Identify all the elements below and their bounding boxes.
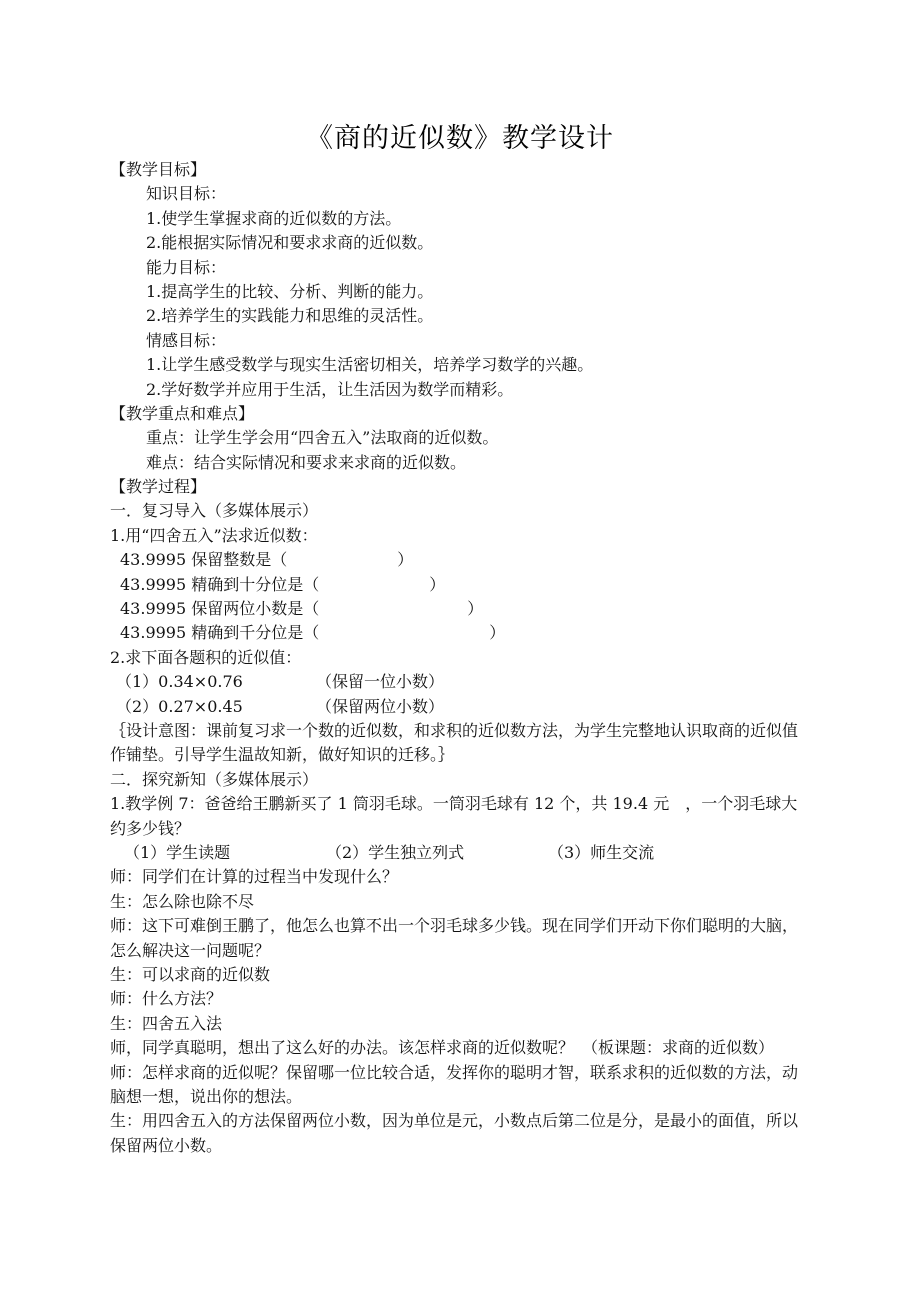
process-header: 【教学过程】 [110, 477, 207, 497]
section-review: 一．复习导入（多媒体展示） [110, 501, 319, 521]
item-expression: （2）0.27×0.45 [116, 696, 243, 716]
item-expression: （1）0.34×0.76 [116, 672, 243, 692]
document-title: 《商的近似数》教学设计 [306, 123, 614, 154]
item-text: 43.9995 保留两位小数是（ [120, 599, 320, 619]
question-1-item [110, 597, 810, 621]
item-text: 43.9995 保留整数是（ [120, 550, 288, 570]
difficult-point: 难点：结合实际情况和要求来求商的近似数。 [146, 452, 467, 472]
example-problem: 1.教学例 7：爸爸给王鹏新买了 1 筒羽毛球。一筒羽毛球有 12 个，共 19.4 元 ，一个羽毛球大约多少钱？ [110, 794, 798, 838]
dialog-line: 生：可以求商的近似数 [110, 964, 271, 984]
question-1-item [110, 548, 810, 572]
steps-row [110, 841, 810, 865]
document-body [110, 158, 810, 1158]
item-close: ） [489, 623, 506, 643]
emotion-label: 情感目标： [146, 330, 227, 350]
question-2-item [110, 670, 810, 694]
knowledge-item: 2.能根据实际情况和要求求商的近似数。 [146, 233, 434, 253]
question-1-item [110, 573, 810, 597]
emotion-item: 2.学好数学并应用于生活，让生活因为数学而精彩。 [146, 379, 514, 399]
knowledge-label: 知识目标： [146, 184, 227, 204]
emotion-item: 1.让学生感受数学与现实生活密切相关，培养学习数学的兴趣。 [146, 355, 594, 375]
dialog-line: 师：什么方法？ [110, 989, 223, 1009]
step-item: （2）学生独立列式 [326, 843, 465, 862]
item-text: 43.9995 精确到千分位是（ [120, 623, 320, 643]
step-item: （3）师生交流 [548, 843, 655, 862]
dialog-line: 师：同学们在计算的过程当中发现什么？ [110, 867, 399, 887]
dialog-line: 生：用四舍五入的方法保留两位小数，因为单位是元，小数点后第二位是分，是最小的面值，所以保留两位小数。 [110, 1111, 799, 1155]
key-point: 重点：让学生学会用“四舍五入”法取商的近似数。 [146, 428, 499, 448]
item-requirement: （保留两位小数） [316, 696, 445, 716]
item-close: ） [467, 599, 484, 619]
item-close: ） [397, 550, 414, 570]
goals-header: 【教学目标】 [110, 160, 207, 179]
key-points-header: 【教学重点和难点】 [110, 403, 255, 423]
item-text: 43.9995 精确到十分位是（ [120, 574, 320, 594]
ability-item: 1.提高学生的比较、分析、判断的能力。 [146, 281, 434, 301]
question-1: 1.用“四舍五入”法求近似数： [110, 525, 318, 545]
dialog-line: 师：怎样求商的近似呢？保留哪一位比较合适，发挥你的聪明才智，联系求积的近似数的方法，动脑想一想，说出你的想法。 [110, 1062, 799, 1106]
question-2: 2.求下面各题积的近似值： [110, 647, 302, 667]
dialog-line: 生：怎么除也除不尽 [110, 891, 255, 911]
question-1-item [110, 621, 810, 645]
dialog-line: 生：四舍五入法 [110, 1013, 223, 1033]
item-requirement: （保留一位小数） [316, 672, 445, 692]
knowledge-item: 1.使学生掌握求商的近似数的方法。 [146, 208, 402, 228]
dialog-line: 师，同学真聪明，想出了这么好的办法。该怎样求商的近似数呢？ （板课题：求商的近似数） [110, 1038, 775, 1058]
question-2-item [110, 695, 810, 719]
section-explore: 二．探究新知（多媒体展示） [110, 769, 319, 789]
step-item: （1）学生读题 [124, 843, 231, 862]
design-intent: ｛设计意图：课前复习求一个数的近似数，和求积的近似数方法，为学生完整地认识取商的近似值作铺垫。引导学生温故知新，做好知识的迁移。｝ [110, 720, 799, 765]
ability-item: 2.培养学生的实践能力和思维的灵活性。 [146, 306, 434, 326]
item-close: ） [429, 574, 446, 594]
dialog-line: 师：这下可难倒王鹏了，他怎么也算不出一个羽毛球多少钱。现在同学们开动下你们聪明的大脑，怎么解决这一问题呢？ [110, 916, 799, 960]
ability-label: 能力目标： [146, 257, 227, 277]
